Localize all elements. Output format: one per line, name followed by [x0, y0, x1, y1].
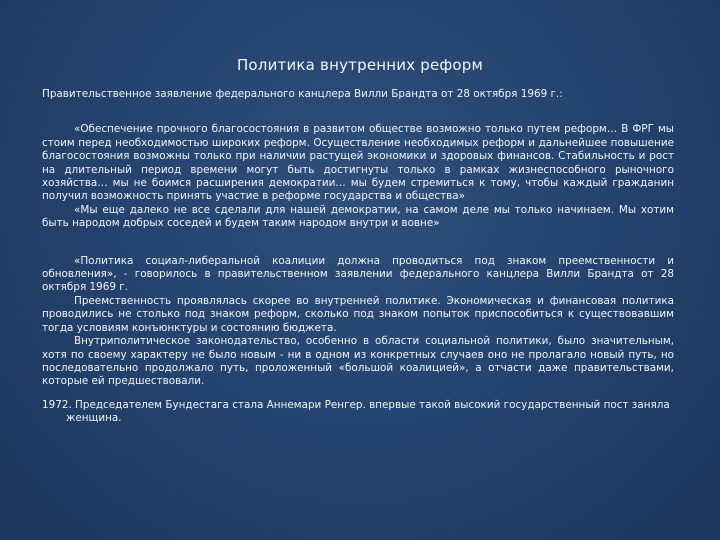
intro-paragraph: Правительственное заявление федерального канцлера Вилли Брандта от 28 октября 1969 г.: — [42, 88, 563, 100]
spacer — [42, 389, 674, 399]
quote-paragraph-1: «Обеспечение прочного благосостояния в развитом обществе возможно только путем реформ… В ФРГ мы стоим перед необходимостью широких реформ. Осуществление необходимых реформ и дальнейшее повышение благосостояния возможны только при наличии растущей экономики и здоровых финансов. Стабильность и рост на длительный период времени могут быть достигнуты только в рамках жизнеспособного рыночного хозяйства… мы не боимся расширения демократии… мы будем стремиться к тому, чтобы каждый гражданин получил возможность принять участие в реформе государства и общества» — [42, 123, 674, 203]
spacer — [42, 231, 674, 255]
paragraph-legislation: Внутриполитическое законодательство, особенно в области социальной политики, было значительным, хотя по своему характеру не было новым - ни в одном из конкретных случаев оно не пролагало новый путь, но последовательно продолжало путь, проложенный «большой коалицией», а отчасти даже правительствами, которые ей предшествовали. — [42, 335, 674, 388]
paragraph-economy: Преемственность проявлялась скорее во внутренней политике. Экономическая и финансовая политика проводились не столько под знаком реформ, сколько под знаком попыток приспособиться к существовавшим тогда условиям конъюнктуры и состоянию бюджета. — [42, 294, 674, 334]
quote-paragraph-2: «Мы еще далеко не все сделали для нашей демократии, на самом деле мы только начинаем. Мы хотим быть народом добрых соседей и будем таким народом внутри и вовне» — [42, 203, 674, 230]
paragraph-continuity: «Политика социал-либеральной коалиции должна проводиться под знаком преемственности и обновления», - говорилось в правительственном заявлении федерального канцлера Вилли Брандта от 28 октября 1969 г. — [42, 254, 674, 294]
slide-title: Политика внутренних реформ — [236, 56, 484, 74]
paragraph-1972: 1972. Председателем Бундестага стала Аннемари Ренгер. впервые такой высокий государственный пост заняла женщина. — [42, 398, 670, 425]
slide-body — [42, 88, 674, 426]
